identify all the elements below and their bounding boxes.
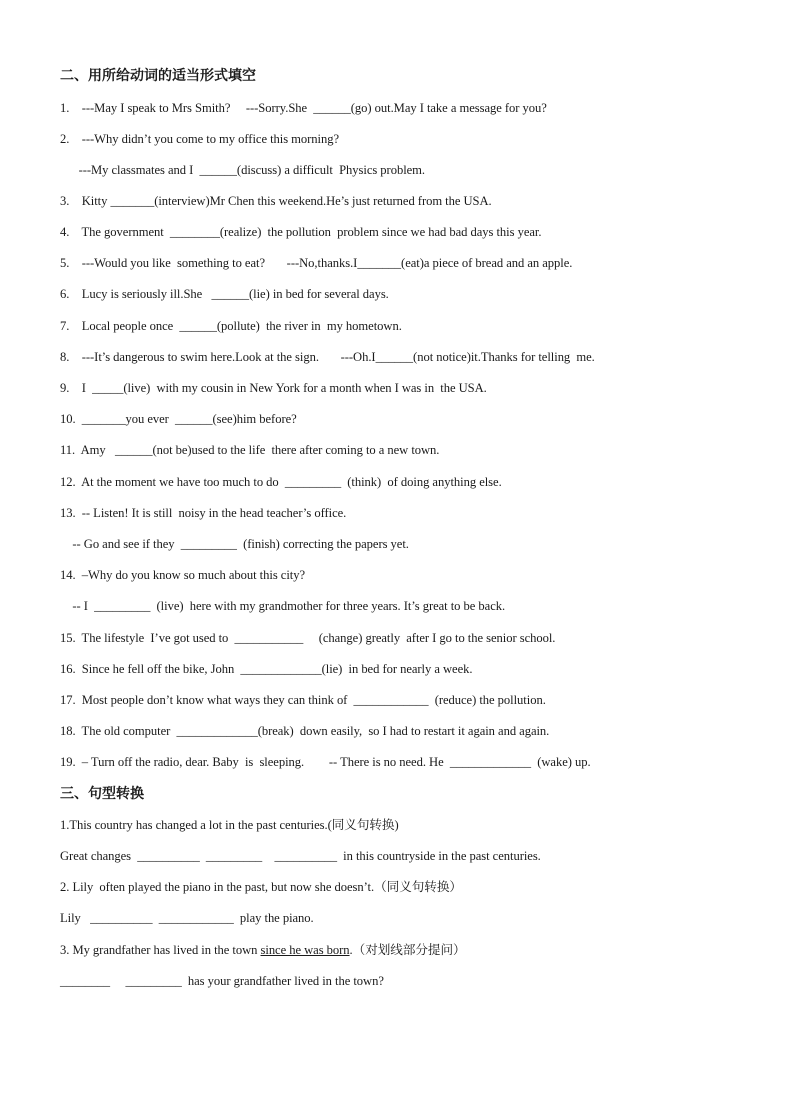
question-line-17: 17. Most people don’t know what ways they can think of ____________ (reduce) the pollution.: [60, 693, 546, 707]
question-line-14: 14. –Why do you know so much about this city?: [60, 568, 306, 582]
transform-question-2: 2. Lily often played the piano in the past, but now she doesn’t.（同义句转换）: [60, 880, 462, 894]
question-line-14-reply: -- I _________ (live) here with my grandmother for three years. It’s great to be back.: [60, 599, 506, 613]
question-line-9: 9. I _____(live) with my cousin in New York for a month when I was in the USA.: [60, 381, 487, 395]
transform-question-1: 1.This country has changed a lot in the past centuries.(同义句转换): [60, 818, 399, 832]
question-line-7: 7. Local people once ______(pollute) the river in my hometown.: [60, 319, 402, 333]
question-line-13: 13. -- Listen! It is still noisy in the head teacher’s office.: [60, 506, 347, 520]
question-line-8: 8. ---It’s dangerous to swim here.Look at the sign. ---Oh.I______(not notice)it.Thanks for telling me.: [60, 350, 595, 364]
question-line-5: 5. ---Would you like something to eat? ---No,thanks.I_______(eat)a piece of bread and an apple.: [60, 256, 573, 270]
transform-question-3-end: .（对划线部分提问）: [349, 943, 466, 957]
question-line-1: 1. ---May I speak to Mrs Smith? ---Sorry.She ______(go) out.May I take a message for you?: [60, 101, 547, 115]
question-line-15: 15. The lifestyle I’ve got used to ___________ (change) greatly after I go to the senior school.: [60, 631, 556, 645]
transform-answer-3: ________ _________ has your grandfather lived in the town?: [60, 974, 384, 988]
transform-answer-1: Great changes __________ _________ __________ in this countryside in the past centuries.: [60, 849, 541, 863]
question-line-3: 3. Kitty _______(interview)Mr Chen this weekend.He’s just returned from the USA.: [60, 194, 492, 208]
question-line-12: 12. At the moment we have too much to do _________ (think) of doing anything else.: [60, 475, 502, 489]
section-2-title: 二、用所给动词的适当形式填空: [60, 68, 256, 84]
question-line-4: 4. The government ________(realize) the pollution problem since we had bad days this year.: [60, 225, 542, 239]
question-line-11: 11. Amy ______(not be)used to the life there after coming to a new town.: [60, 443, 440, 457]
question-line-6: 6. Lucy is seriously ill.She ______(lie) in bed for several days.: [60, 287, 389, 301]
question-line-2: 2. ---Why didn’t you come to my office this morning?: [60, 132, 340, 146]
question-line-2-reply: ---My classmates and I ______(discuss) a difficult Physics problem.: [60, 163, 426, 177]
question-line-18: 18. The old computer _____________(break) down easily, so I had to restart it again and again.: [60, 724, 550, 738]
question-line-13-reply: -- Go and see if they _________ (finish) correcting the papers yet.: [60, 537, 409, 551]
question-line-19: 19. – Turn off the radio, dear. Baby is sleeping. -- There is no need. He _____________ (wake) up.: [60, 755, 591, 769]
transform-question-3-start: 3. My grandfather has lived in the town: [60, 943, 261, 957]
transform-question-3-underlined: since he was born: [260, 943, 350, 957]
transform-question-3: [60, 942, 466, 958]
question-line-16: 16. Since he fell off the bike, John _____________(lie) in bed for nearly a week.: [60, 662, 473, 676]
transform-answer-2: Lily __________ ____________ play the piano.: [60, 911, 314, 925]
question-line-10: 10. _______you ever ______(see)him before?: [60, 412, 297, 426]
section-3-title: 三、句型转换: [60, 786, 144, 802]
